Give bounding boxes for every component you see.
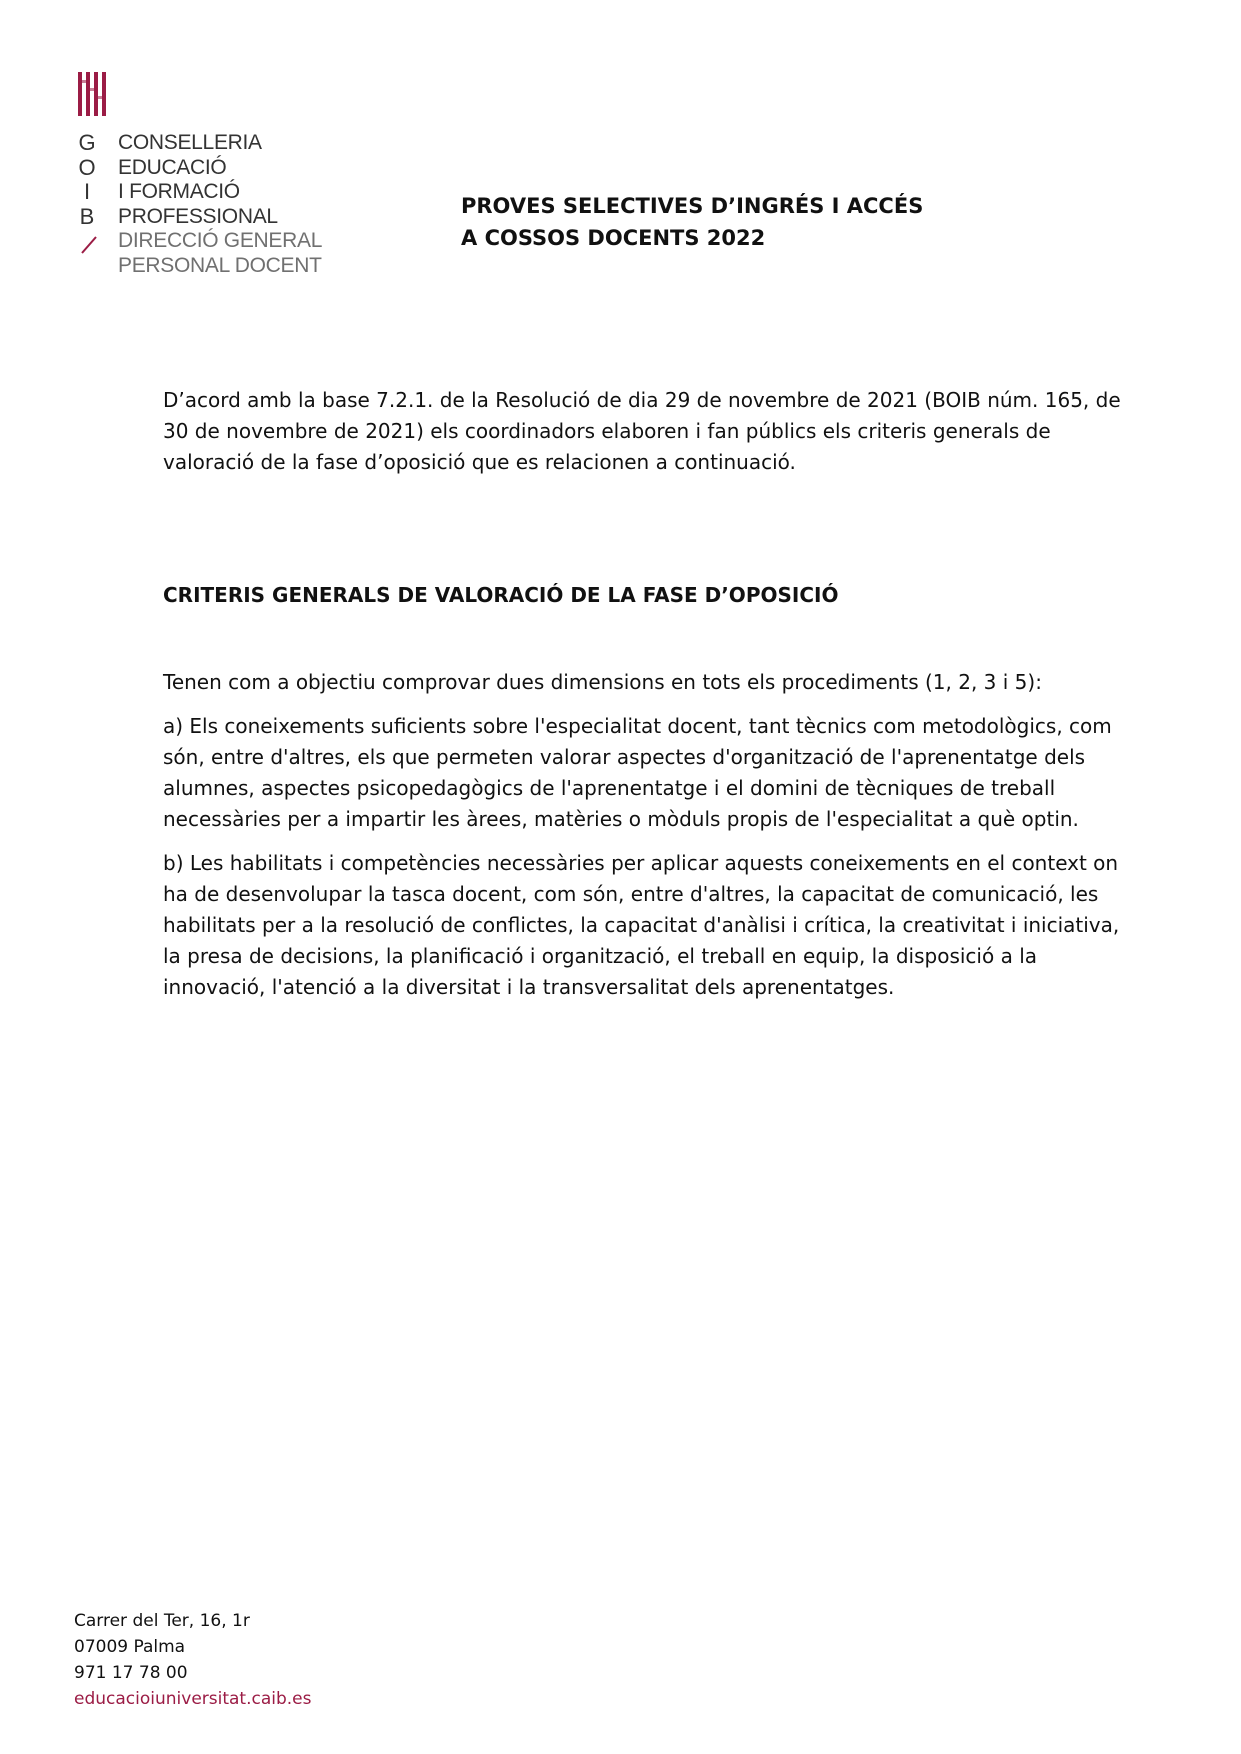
intro-block — [163, 385, 1123, 478]
footer-phone: 971 17 78 00 — [74, 1663, 188, 1683]
title-line-2: A COSSOS DOCENTS 2022 — [461, 226, 766, 250]
department-line: I FORMACIÓ — [118, 180, 240, 203]
section-heading: CRITERIS GENERALS DE VALORACIÓ DE LA FASE D’OPOSICIÓ — [163, 583, 839, 607]
goib-letters — [76, 131, 98, 229]
logo-letter: B — [79, 203, 95, 229]
direction-line: DIRECCIÓ GENERAL — [118, 229, 323, 252]
slash-icon — [80, 233, 98, 255]
department-line: CONSELLERIA — [118, 131, 262, 154]
logo-letter: O — [78, 154, 96, 180]
criteria-block — [163, 667, 1123, 1016]
document-title — [461, 190, 923, 254]
logo-letter: G — [78, 130, 96, 155]
intro-paragraph: D’acord amb la base 7.2.1. de la Resolució de dia 29 de novembre de 2021 (BOIB núm. 165, de 30 de novembre de 2021) els coordinadors elaboren i fan públics els criteris generals de valoració de la fase d’oposició que es relacionen a continuació. — [163, 388, 1121, 474]
objective-paragraph: Tenen com a objectiu comprovar dues dimensions en tots els procediments (1, 2, 3 i 5): — [163, 670, 1042, 694]
direction-line: PERSONAL DOCENT — [118, 253, 322, 277]
footer-website-link[interactable]: educacioiuniversitat.caib.es — [74, 1689, 312, 1709]
criterion-a-paragraph: a) Els coneixements suficients sobre l'especialitat docent, tant tècnics com metodològics, com són, entre d'altres, els que permeten valorar aspectes d'organització de l'aprenentatge dels alumnes, aspectes psicopedagògics de l'aprenentatge i el domini de tècniques de treball necessàries per a impartir les àrees, matèries o mòduls propis de l'especialitat a què optin. — [163, 714, 1112, 831]
footer-contact — [74, 1608, 312, 1712]
footer-city: 07009 Palma — [74, 1637, 186, 1657]
footer-address: Carrer del Ter, 16, 1r — [74, 1611, 250, 1631]
department-name — [118, 131, 322, 278]
title-line-1: PROVES SELECTIVES D’INGRÉS I ACCÉS — [461, 194, 924, 218]
department-line: EDUCACIÓ — [118, 155, 227, 179]
criterion-b-paragraph: b) Les habilitats i competències necessàries per aplicar aquests coneixements en el context on ha de desenvolupar la tasca docent, com són, entre d'altres, la capacitat de comunicació, les habilitats per a la resolució de conflictes, la capacitat d'anàlisi i crítica, la creativitat i iniciativa, la presa de decisions, la planificació i organització, el treball en equip, la disposició a la innovació, l'atenció a la diversitat i la transversalitat dels aprenentatges. — [163, 851, 1120, 999]
logo-letter: I — [83, 179, 91, 204]
department-line: PROFESSIONAL — [118, 204, 278, 228]
goib-logo — [76, 72, 336, 282]
balearic-flag-icon — [78, 72, 110, 116]
